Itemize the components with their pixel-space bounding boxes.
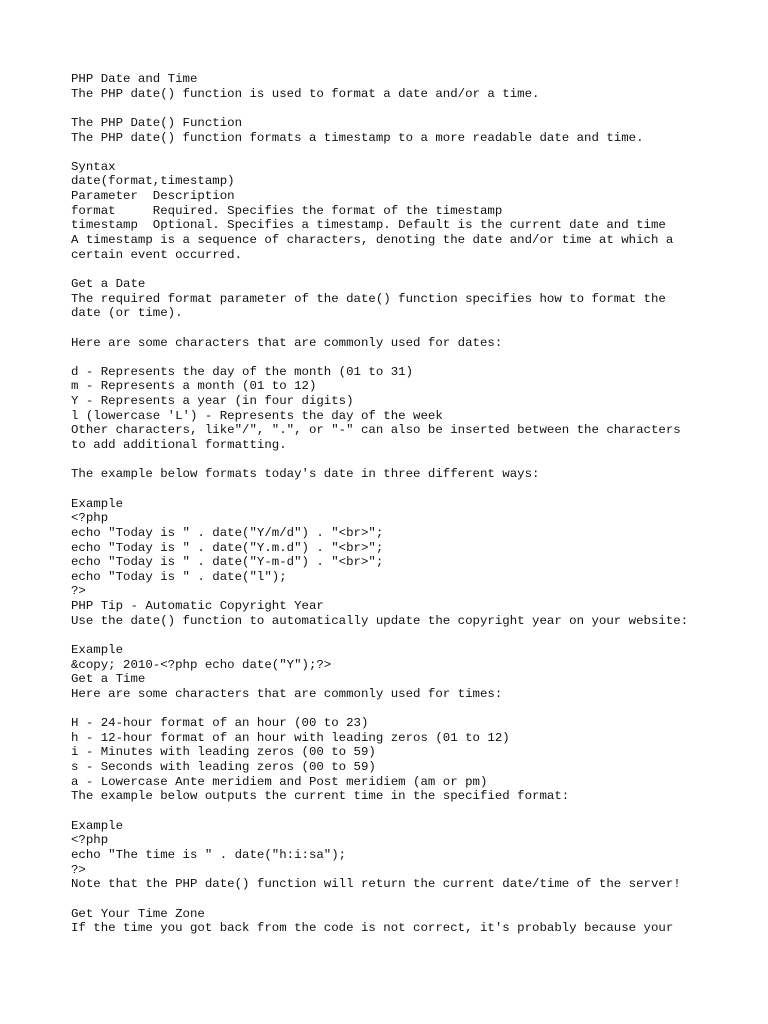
blank-line bbox=[71, 350, 731, 365]
text-line: The PHP date() function is used to format a date and/or a time. bbox=[71, 86, 540, 101]
text-line: Syntax bbox=[71, 159, 116, 174]
text-line: echo "Today is " . date("Y.m.d") . "<br>"; bbox=[71, 540, 384, 555]
text-line: <?php bbox=[71, 511, 109, 526]
text-line: echo "Today is " . date("Y/m/d") . "<br>"; bbox=[71, 525, 384, 540]
text-line: <?php bbox=[71, 833, 109, 848]
text-line: s - Seconds with leading zeros (00 to 59) bbox=[71, 760, 376, 775]
text-line: h - 12-hour format of an hour with leading zeros (01 to 12) bbox=[71, 730, 510, 745]
text-line: Example bbox=[71, 496, 124, 511]
text-line: ?> bbox=[71, 862, 86, 877]
blank-line bbox=[71, 628, 731, 643]
text-line: PHP Tip - Automatic Copyright Year bbox=[71, 599, 324, 614]
text-line: m - Represents a month (01 to 12) bbox=[71, 379, 317, 394]
text-line: PHP Date and Time bbox=[71, 72, 198, 86]
blank-line bbox=[71, 101, 731, 116]
text-line: H - 24-hour format of an hour (00 to 23) bbox=[71, 716, 369, 731]
text-line: Get a Time bbox=[71, 672, 146, 687]
blank-line bbox=[71, 892, 731, 907]
text-line: Note that the PHP date() function will return the current date/time of the server! bbox=[71, 877, 681, 892]
text-line: date(format,timestamp) bbox=[71, 174, 235, 189]
text-line: Get a Date bbox=[71, 276, 146, 291]
text-line: The required format parameter of the date() function specifies how to format the bbox=[71, 291, 666, 306]
text-line: l (lowercase 'L') - Represents the day of the week bbox=[71, 408, 443, 423]
text-line: The PHP Date() Function bbox=[71, 115, 243, 130]
text-line: a - Lowercase Ante meridiem and Post meridiem (am or pm) bbox=[71, 774, 488, 789]
text-line: Here are some characters that are commonly used for times: bbox=[71, 686, 503, 701]
text-line: The PHP date() function formats a timestamp to a more readable date and time. bbox=[71, 130, 644, 145]
text-line: to add additional formatting. bbox=[71, 438, 287, 453]
blank-line bbox=[71, 262, 731, 277]
document-page bbox=[71, 72, 731, 936]
text-line: Example bbox=[71, 818, 124, 833]
text-line: i - Minutes with leading zeros (00 to 59) bbox=[71, 745, 376, 760]
blank-line bbox=[71, 145, 731, 160]
text-line: Parameter Description bbox=[71, 189, 235, 204]
text-line: Get Your Time Zone bbox=[71, 906, 205, 921]
blank-line bbox=[71, 453, 731, 468]
text-line: echo "The time is " . date("h:i:sa"); bbox=[71, 847, 347, 862]
blank-line bbox=[71, 482, 731, 497]
text-line: echo "Today is " . date("Y-m-d") . "<br>"; bbox=[71, 555, 384, 570]
blank-line bbox=[71, 804, 731, 819]
text-line: date (or time). bbox=[71, 306, 183, 321]
text-line: Here are some characters that are commonly used for dates: bbox=[71, 335, 503, 350]
text-line: ?> bbox=[71, 584, 86, 599]
text-line: echo "Today is " . date("l"); bbox=[71, 569, 287, 584]
text-line: The example below outputs the current time in the specified format: bbox=[71, 789, 570, 804]
text-line: Other characters, like"/", ".", or "-" can also be inserted between the characters bbox=[71, 423, 681, 438]
text-line: Y - Represents a year (in four digits) bbox=[71, 394, 354, 409]
text-line: format Required. Specifies the format of the timestamp bbox=[71, 203, 503, 218]
text-line: timestamp Optional. Specifies a timestamp. Default is the current date and time bbox=[71, 218, 666, 233]
text-line: A timestamp is a sequence of characters, denoting the date and/or time at which a bbox=[71, 233, 674, 248]
text-line: If the time you got back from the code is not correct, it's probably because your bbox=[71, 921, 674, 936]
text-line: Example bbox=[71, 642, 124, 657]
text-line: The example below formats today's date in three different ways: bbox=[71, 467, 540, 482]
text-line: d - Represents the day of the month (01 to 31) bbox=[71, 364, 414, 379]
blank-line bbox=[71, 321, 731, 336]
blank-line bbox=[71, 702, 731, 717]
text-line: certain event occurred. bbox=[71, 247, 243, 262]
text-line: &copy; 2010-<?php echo date("Y");?> bbox=[71, 657, 332, 672]
text-line: Use the date() function to automatically update the copyright year on your website: bbox=[71, 613, 689, 628]
